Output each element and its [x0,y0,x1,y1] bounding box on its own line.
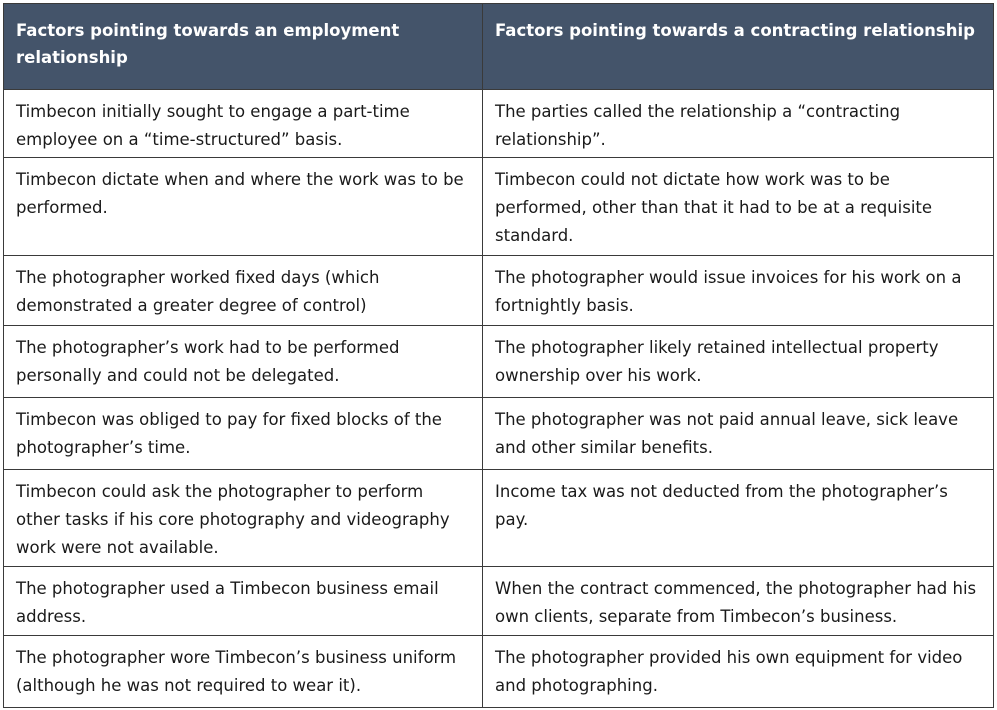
table-row [4,256,994,326]
employment-factor-cell: Timbecon was obliged to pay for fixed blocks of the photographer’s time. [4,398,483,470]
table-row [4,470,994,567]
contracting-factor-cell: The photographer was not paid annual leave, sick leave and other similar benefits. [483,398,994,470]
employment-factor-cell: Timbecon dictate when and where the work was to be performed. [4,158,483,256]
table-row [4,567,994,636]
contracting-factor-cell: Timbecon could not dictate how work was to be performed, other than that it had to be at a requisite standard. [483,158,994,256]
employment-factor-cell: Timbecon could ask the photographer to perform other tasks if his core photography and videography work were not available. [4,470,483,567]
employment-factor-cell: The photographer worked fixed days (which demonstrated a greater degree of control) [4,256,483,326]
contracting-factor-cell: The parties called the relationship a “contracting relationship”. [483,90,994,158]
table-row [4,90,994,158]
contracting-factor-cell: The photographer would issue invoices for his work on a fortnightly basis. [483,256,994,326]
employment-factor-cell: Timbecon initially sought to engage a part-time employee on a “time-structured” basis. [4,90,483,158]
table-row [4,636,994,708]
employment-factor-cell: The photographer wore Timbecon’s business uniform (although he was not required to wear it). [4,636,483,708]
table-row [4,326,994,398]
contracting-factor-cell: Income tax was not deducted from the photographer’s pay. [483,470,994,567]
contracting-factor-cell: The photographer likely retained intellectual property ownership over his work. [483,326,994,398]
employment-factor-cell: The photographer’s work had to be performed personally and could not be delegated. [4,326,483,398]
contracting-factor-cell: When the contract commenced, the photographer had his own clients, separate from Timbecon’s business. [483,567,994,636]
header-row [4,4,994,90]
table-row [4,398,994,470]
contracting-factor-cell: The photographer provided his own equipment for video and photographing. [483,636,994,708]
header-contracting-factors: Factors pointing towards a contracting relationship [483,4,994,90]
table-row [4,158,994,256]
comparison-table [3,3,994,708]
employment-factor-cell: The photographer used a Timbecon business email address. [4,567,483,636]
header-employment-factors: Factors pointing towards an employment relationship [4,4,483,90]
